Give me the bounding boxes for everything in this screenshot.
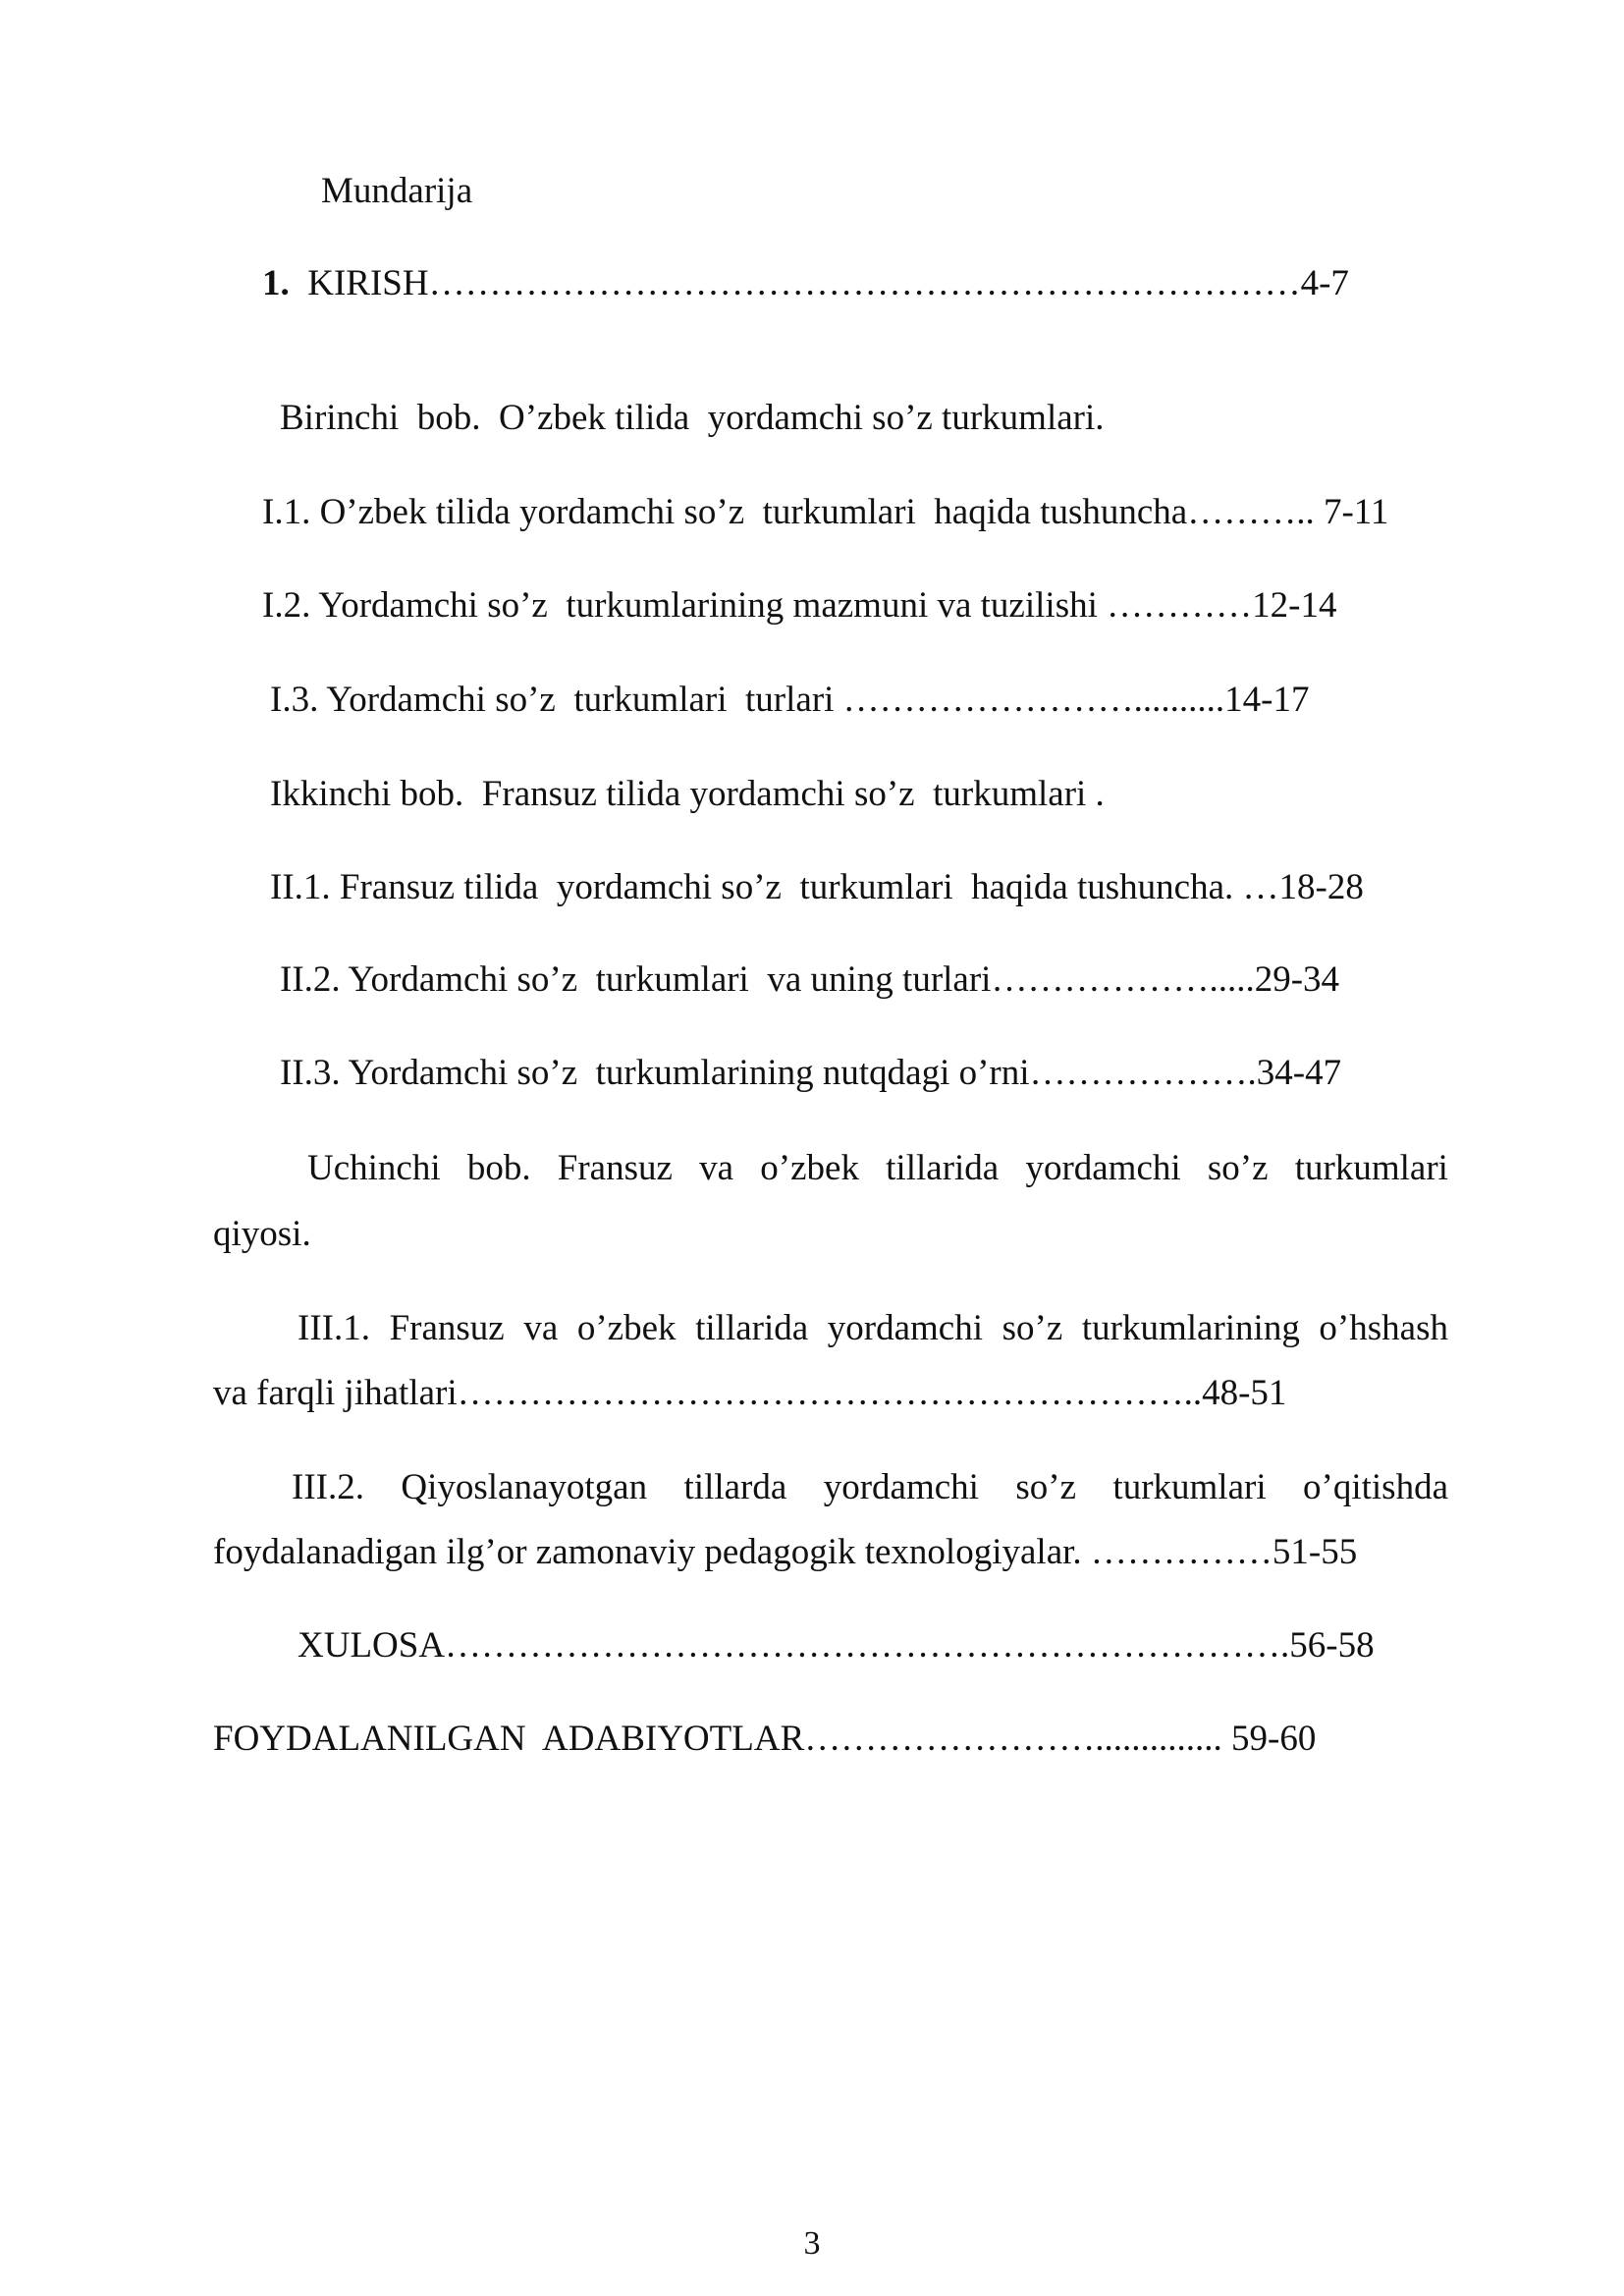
word: turkumlari [1294,1148,1448,1188]
word: so’z [1001,1308,1063,1348]
word: turkumlari [1112,1467,1267,1507]
toc-section-1-3: I.3. Yordamchi so’z turkumlari turlari ……………………..........14-17 [270,680,1310,720]
word: III.1. [298,1308,370,1348]
word: tillarda [683,1467,787,1507]
word: yordamchi [1025,1148,1181,1188]
word: o’zbek [576,1308,677,1348]
toc-section-3-2-line-1 [292,1465,1448,1510]
toc-section-3-1-line-1 [298,1306,1448,1351]
toc-entry-xulosa: XULOSA…………………………………………………………….56-58 [298,1625,1375,1666]
toc-section-1-2: I.2. Yordamchi so’z turkumlarining mazmuni va tuzilishi …………12-14 [262,585,1337,626]
word: bob. [466,1148,531,1188]
word: Uchinchi [307,1148,441,1188]
word: Fransuz [557,1148,673,1188]
word: yordamchi [823,1467,979,1507]
word: yordamchi [827,1308,984,1348]
word: so’z [1207,1148,1269,1188]
word: tillarida [886,1148,1000,1188]
word: o’hshash [1319,1308,1448,1348]
word: o’zbek [760,1148,859,1188]
toc-chapter-1: Birinchi bob. O’zbek tilida yordamchi so’z turkumlari. [280,398,1105,438]
word: o’qitishda [1303,1467,1448,1507]
word: III.2. [292,1467,364,1507]
toc-section-2-1: II.1. Fransuz tilida yordamchi so’z turkumlari haqida tushuncha. …18-28 [270,867,1364,907]
toc-entry-foydalanilgan: FOYDALANILGAN ADABIYOTLAR…………………….............. 59-60 [213,1719,1317,1759]
toc-section-2-3: II.3. Yordamchi so’z turkumlarining nutqdagi o’rni……………….34-47 [280,1053,1342,1093]
word: Qiyoslanayotgan [401,1467,648,1507]
toc-chapter-3-line-2: qiyosi. [213,1214,311,1254]
page-number: 3 [803,2225,821,2262]
word: so’z [1015,1467,1077,1507]
toc-section-3-1-line-2: va farqli jihatlari……………………………………………………..48-51 [213,1373,1287,1413]
word: va [523,1308,559,1348]
toc-entry-number: 1. [262,263,290,303]
word: tillarida [695,1308,809,1348]
toc-section-3-2-line-2: foydalanadigan ilg’or zamonaviy pedagogik texnologiyalar. ……………51-55 [213,1532,1358,1572]
word: turkumlarining [1081,1308,1300,1348]
word: Fransuz [389,1308,505,1348]
toc-chapter-3-line-1 [307,1146,1448,1191]
toc-chapter-2: Ikkinchi bob. Fransuz tilida yordamchi so’z turkumlari . [270,774,1105,814]
toc-entry-kirish [262,261,1349,306]
toc-section-1-1: I.1. O’zbek tilida yordamchi so’z turkumlari haqida tushuncha……….. 7-11 [262,492,1389,532]
toc-heading: Mundarija [321,171,473,211]
toc-section-2-2: II.2. Yordamchi so’z turkumlari va uning turlari……………….....29-34 [280,959,1340,1000]
toc-entry-text: KIRISH………………………………………………………………4-7 [307,263,1349,303]
word: va [699,1148,734,1188]
